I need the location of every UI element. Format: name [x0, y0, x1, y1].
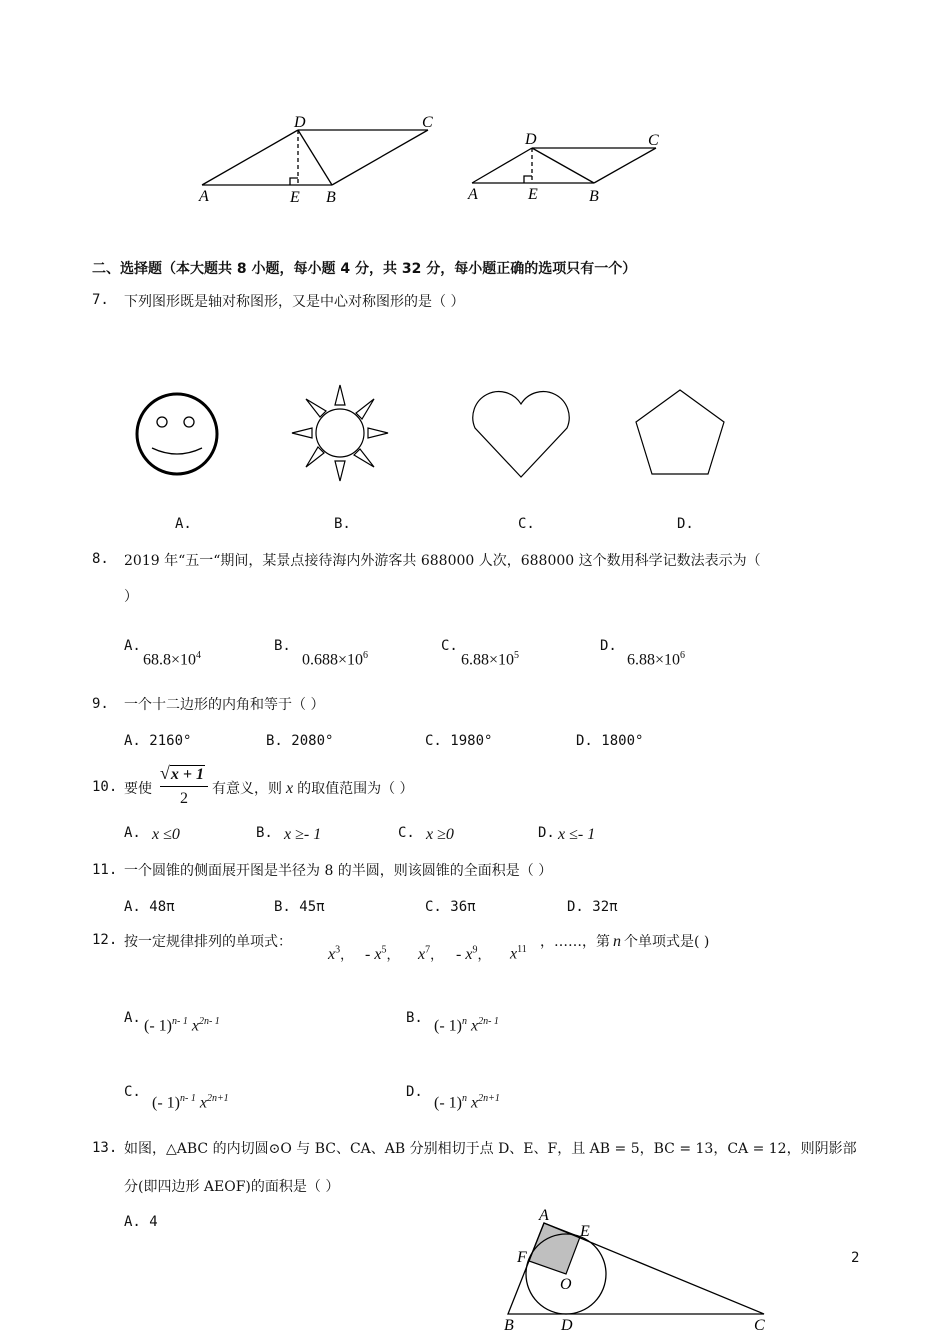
option-A-label: A. — [124, 638, 141, 654]
label-E: E — [580, 1223, 590, 1240]
option-D-label: D. — [600, 638, 617, 654]
label-A: A — [539, 1207, 549, 1224]
question-number: 8. — [92, 551, 109, 567]
question-text: 有意义，则 x 的取值范围为（ ） — [212, 780, 414, 797]
question-text: 2019 年“五一“期间，某景点接待海内外游客共 688000 人次，688000 这个数用科学记数法表示为（ — [124, 553, 761, 569]
option-A: A. 4 — [124, 1214, 158, 1230]
label-B: B — [504, 1317, 514, 1334]
option-B: B. — [334, 516, 351, 532]
section-heading: 二、选择题（本大题共 8 小题，每小题 4 分，共 32 分，每小题正确的选项只有一个） — [92, 261, 637, 277]
option-D-value: x ≤- 1 — [558, 826, 596, 843]
term-1: $x^3$， — [328, 944, 354, 963]
label-B: B — [326, 189, 336, 206]
option-C-value: (- 1)$^{n- 1}$ $x^{2n+1}$ — [152, 1093, 229, 1112]
question-text: 如图，△ABC 的内切圆⊙O 与 BC、CA、AB 分别相切于点 D、E、F，且 AB = 5，BC = 13，CA = 12，则阴影部 — [124, 1141, 857, 1157]
option-B-value: x ≥- 1 — [284, 826, 322, 843]
option-A-value: (- 1)$^{n- 1}$ $x^{2n- 1}$ — [144, 1016, 220, 1035]
question-pre: 要使 — [124, 781, 152, 797]
option-C-label: C. — [398, 825, 415, 841]
question-number: 13. — [92, 1140, 118, 1156]
question-number: 9. — [92, 696, 109, 712]
question-text: ，……，第 n 个单项式是( ) — [540, 933, 710, 950]
option-A: A. 48π — [124, 899, 175, 915]
page-number: 2 — [851, 1250, 860, 1266]
fraction-numerator: √x + 1 — [160, 763, 205, 783]
option-C: C. 1980° — [425, 733, 493, 749]
question-text: 一个十二边形的内角和等于（ ） — [124, 697, 325, 713]
label-D: D — [525, 131, 537, 148]
term-3: $x^7$， — [418, 944, 444, 963]
option-B-label: B. — [256, 825, 273, 841]
option-D: D. — [677, 516, 694, 532]
term-2: - $x^5$， — [365, 944, 400, 963]
option-A: A. — [175, 516, 192, 532]
question-number: 7. — [92, 292, 109, 308]
question-text: 一个圆锥的侧面展开图是半径为 8 的半圆，则该圆锥的全面积是（ ） — [124, 863, 553, 879]
label-E: E — [290, 189, 300, 206]
option-B-label: B. — [406, 1010, 423, 1026]
option-C-value: x ≥0 — [426, 826, 454, 843]
option-D-label: D. — [406, 1084, 423, 1100]
option-A-value: $68.8\times 10^4$ — [143, 650, 202, 669]
option-C: C. — [518, 516, 535, 532]
label-A: A — [199, 188, 209, 205]
option-A-label: A. — [124, 1010, 141, 1026]
option-A-value: x ≤0 — [152, 826, 180, 843]
question-number: 12. — [92, 932, 118, 948]
label-E: E — [528, 186, 538, 203]
option-D-value: $6.88\times 10^6$ — [627, 650, 686, 669]
option-A: A. 2160° — [124, 733, 192, 749]
option-A-label: A. — [124, 825, 141, 841]
option-C-value: $6.88\times 10^5$ — [461, 650, 520, 669]
question-text: 下列图形既是轴对称图形，又是中心对称图形的是（ ） — [124, 294, 465, 310]
option-B-value: $0.688\times 10^6$ — [302, 650, 369, 669]
term-5: $x^{11}$ — [510, 944, 527, 963]
label-B: B — [589, 188, 599, 205]
question-number: 10. — [92, 779, 118, 795]
option-B-value: (- 1)$^n$ $x^{2n- 1}$ — [434, 1016, 499, 1035]
option-C-label: C. — [441, 638, 458, 654]
label-D: D — [561, 1317, 573, 1334]
label-A: A — [468, 186, 478, 203]
option-B: B. 45π — [274, 899, 325, 915]
option-D-value: (- 1)$^n$ $x^{2n+1}$ — [434, 1093, 500, 1112]
question-pre: 按一定规律排列的单项式： — [124, 934, 292, 950]
term-4: - $x^9$， — [456, 944, 491, 963]
label-F: F — [517, 1249, 527, 1266]
question-number: 11. — [92, 862, 118, 878]
question-text-cont: ） — [124, 589, 138, 605]
option-C-label: C. — [124, 1084, 141, 1100]
option-C: C. 36π — [425, 899, 476, 915]
question-text-cont: 分(即四边形 AEOF)的面积是（ ） — [124, 1179, 340, 1195]
fraction-denominator: 2 — [180, 790, 188, 807]
label-C: C — [754, 1317, 765, 1334]
option-B-label: B. — [274, 638, 291, 654]
option-D: D. 32π — [567, 899, 618, 915]
label-O: O — [560, 1276, 572, 1293]
option-D: D. 1800° — [576, 733, 644, 749]
radicand: x + 1 — [170, 766, 205, 783]
label-D: D — [294, 114, 306, 131]
label-C: C — [422, 114, 433, 131]
option-D-label: D. — [538, 825, 555, 841]
option-B: B. 2080° — [266, 733, 334, 749]
label-C: C — [648, 132, 659, 149]
